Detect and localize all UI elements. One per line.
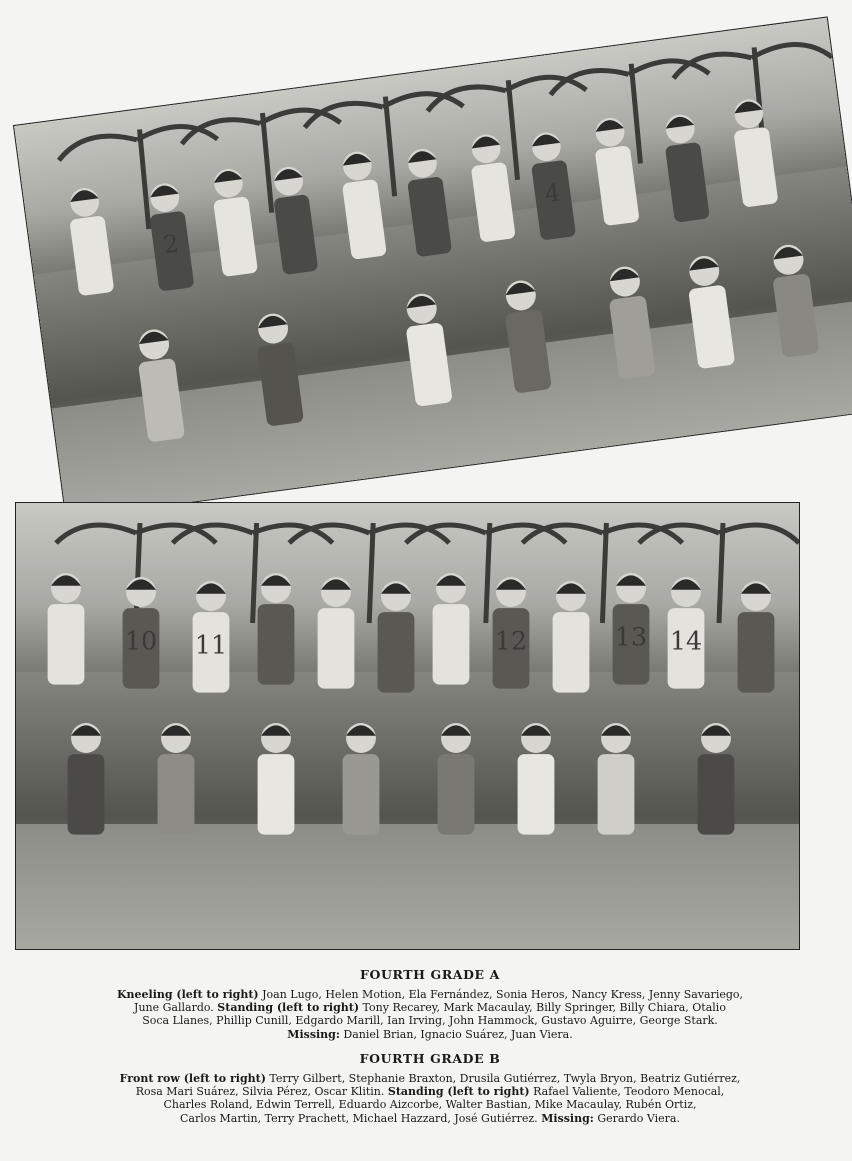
caption-names: Terry Gilbert, Stephanie Braxton, Drusila Gutiérrez, Twyla Bryon, Beatriz Gutiérrez,	[265, 1072, 741, 1085]
caption-names: Daniel Brian, Ignacio Suárez, Juan Viera.	[339, 1027, 573, 1041]
palm-tree	[302, 87, 474, 207]
student-figure	[68, 723, 105, 835]
student-figure	[605, 264, 656, 379]
student-figure	[501, 278, 552, 393]
caption-names: Rafael Valiente, Teodoro Menocal,	[529, 1085, 725, 1099]
handwritten-number: 4	[543, 178, 563, 209]
student-figure	[553, 581, 590, 693]
student-figure	[403, 147, 452, 257]
caption-label: Missing:	[287, 1027, 340, 1041]
handwritten-number: 10	[124, 626, 158, 656]
class-group-figures	[14, 18, 852, 519]
caption-label: Missing:	[541, 1111, 594, 1125]
student-figure	[258, 723, 295, 835]
caption-line	[80, 1014, 780, 1027]
student-figure	[668, 577, 705, 689]
student-figure	[729, 97, 778, 207]
student-figure	[318, 577, 355, 689]
caption-label: Standing (left to right)	[387, 1085, 530, 1099]
student-figure	[768, 242, 819, 357]
caption-label: Standing (left to right)	[217, 1001, 360, 1015]
student-figure	[48, 573, 85, 685]
palm-tree	[173, 523, 333, 623]
student-figure	[158, 723, 195, 835]
caption-names: Carlos Martin, Terry Prachett, Michael Hazzard, José Gutiérrez.	[180, 1111, 542, 1125]
caption-names: Joan Lugo, Helen Motion, Ela Fernández, Sonia Heros, Nancy Kress, Jenny Savariego,	[258, 988, 744, 1001]
palm-tree	[406, 523, 566, 623]
student-figure	[591, 116, 640, 226]
palm-tree	[289, 523, 449, 623]
student-figure	[433, 573, 470, 685]
handwritten-number: 14	[669, 626, 703, 656]
caption-grade-a	[80, 988, 780, 1041]
class-group-figures	[16, 503, 799, 949]
caption-line	[80, 1085, 780, 1098]
handwritten-number: 13	[614, 622, 648, 652]
student-figure	[253, 311, 304, 426]
palm-tree	[522, 523, 682, 623]
student-figure	[343, 723, 380, 835]
caption-label: Front row (left to right)	[119, 1072, 266, 1085]
caption-names: Rosa Mari Suárez, Silvia Pérez, Oscar Klitin.	[135, 1085, 388, 1099]
student-figure	[123, 577, 160, 689]
student-figure	[338, 149, 387, 259]
student-figure	[467, 132, 516, 242]
student-figure	[269, 165, 318, 275]
section-heading-grade-b: FOURTH GRADE B	[359, 1051, 501, 1066]
student-figure	[613, 573, 650, 685]
caption-line	[80, 1072, 780, 1085]
caption-line	[80, 1112, 780, 1125]
student-figure	[684, 254, 735, 369]
student-figure	[738, 581, 775, 693]
caption-label: Kneeling (left to right)	[116, 988, 259, 1001]
student-figure	[438, 723, 475, 835]
caption-names: Gerardo Viera.	[593, 1111, 680, 1125]
student-figure	[527, 130, 576, 240]
fourth-grade-b-photo	[16, 503, 799, 949]
palm-tree	[179, 103, 351, 223]
student-figure	[65, 186, 114, 296]
palm-tree	[425, 70, 597, 190]
student-figure	[209, 167, 258, 277]
student-figure	[493, 577, 530, 689]
student-figure	[661, 112, 710, 222]
fourth-grade-a-photo	[14, 18, 852, 519]
section-heading-grade-a: FOURTH GRADE A	[360, 967, 500, 982]
caption-line	[80, 988, 780, 1001]
caption-names: Tony Recarey, Mark Macaulay, Billy Springer, Billy Chiara, Otalio	[359, 1001, 726, 1015]
caption-grade-b	[80, 1072, 780, 1125]
student-figure	[402, 291, 453, 406]
palm-tree	[639, 523, 799, 623]
caption-names: Charles Roland, Edwin Terrell, Eduardo Aizcorbe, Walter Bastian, Mike Macaulay, Rubén Ortiz,	[163, 1098, 697, 1112]
student-figure	[145, 181, 194, 291]
student-figure	[258, 573, 295, 685]
student-figure	[134, 327, 185, 442]
student-figure	[378, 581, 415, 693]
student-figure	[698, 723, 735, 835]
caption-line	[80, 1098, 780, 1111]
caption-names: June Gallardo.	[134, 1001, 218, 1015]
handwritten-number: 11	[194, 630, 228, 660]
student-figure	[193, 581, 230, 693]
student-figure	[518, 723, 555, 835]
student-figure	[598, 723, 635, 835]
caption-line	[80, 1028, 780, 1041]
handwritten-number: 2	[161, 229, 181, 260]
caption-names: Soca Llanes, Phillip Cunill, Edgardo Marill, Ian Irving, John Hammock, Gustavo Aguirre, George Stark.	[142, 1014, 718, 1028]
handwritten-number: 12	[494, 626, 528, 656]
caption-line	[80, 1001, 780, 1014]
